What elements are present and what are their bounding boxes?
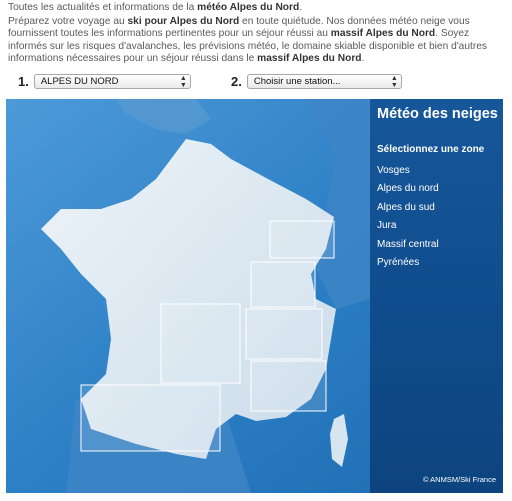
- station-select-value: Choisir une station...: [253, 76, 341, 87]
- station-select[interactable]: [247, 74, 402, 89]
- zone-link-massif-central[interactable]: Massif central: [377, 238, 439, 250]
- select-arrows-icon: ▲ ▼: [390, 75, 398, 89]
- zone-jura[interactable]: [251, 262, 315, 307]
- step-2-number: 2.: [231, 74, 242, 89]
- zone-link-vosges[interactable]: Vosges: [377, 165, 410, 176]
- intro-line-1: Toutes les actualités et informations de la météo Alpes du Nord.: [8, 2, 303, 13]
- step-2-station: [231, 74, 402, 89]
- zone-link-alpes-du-nord[interactable]: Alpes du nord: [377, 183, 439, 195]
- zone-massif-central[interactable]: [161, 304, 240, 383]
- panel-title: Météo des neiges: [377, 106, 498, 122]
- zone-alpes-du-sud[interactable]: [251, 361, 326, 411]
- zone-link-alpes-du-sud[interactable]: Alpes du sud: [377, 201, 435, 213]
- zone-link-jura[interactable]: Jura: [377, 220, 397, 232]
- massif-select[interactable]: [34, 74, 191, 89]
- panel-subtitle: Sélectionnez une zone: [377, 144, 485, 155]
- step-1-number: 1.: [18, 74, 29, 89]
- intro-paragraph: Préparez votre voyage au ski pour Alpes du Nord en toute quiétude. Nos données météo neige vous fournissent toutes les informations pertinentes pour un séjour réussi au massif Alpes du Nord. Soyez informés sur les risques d'avalanches, les prévisions météo, le domaine skiable disponible et bien d'autres informations nécessaires pour un séjour réussi dans le massif Alpes du Nord.: [8, 15, 487, 64]
- select-arrows-icon: ▲ ▼: [179, 75, 187, 89]
- snow-weather-map: [6, 99, 503, 493]
- intro-text: [8, 2, 504, 67]
- zone-link-pyrenees[interactable]: Pyrénées: [377, 256, 420, 268]
- massif-select-value: ALPES DU NORD: [40, 76, 119, 87]
- image-credit: © ANMSM/Ski France: [422, 475, 496, 484]
- step-1-massif: [18, 74, 191, 89]
- zone-pyrenees[interactable]: [81, 385, 220, 451]
- zone-alpes-du-nord[interactable]: [246, 309, 322, 359]
- zone-list: [377, 162, 439, 272]
- zone-vosges[interactable]: [270, 221, 334, 258]
- zone-panel: [370, 99, 503, 493]
